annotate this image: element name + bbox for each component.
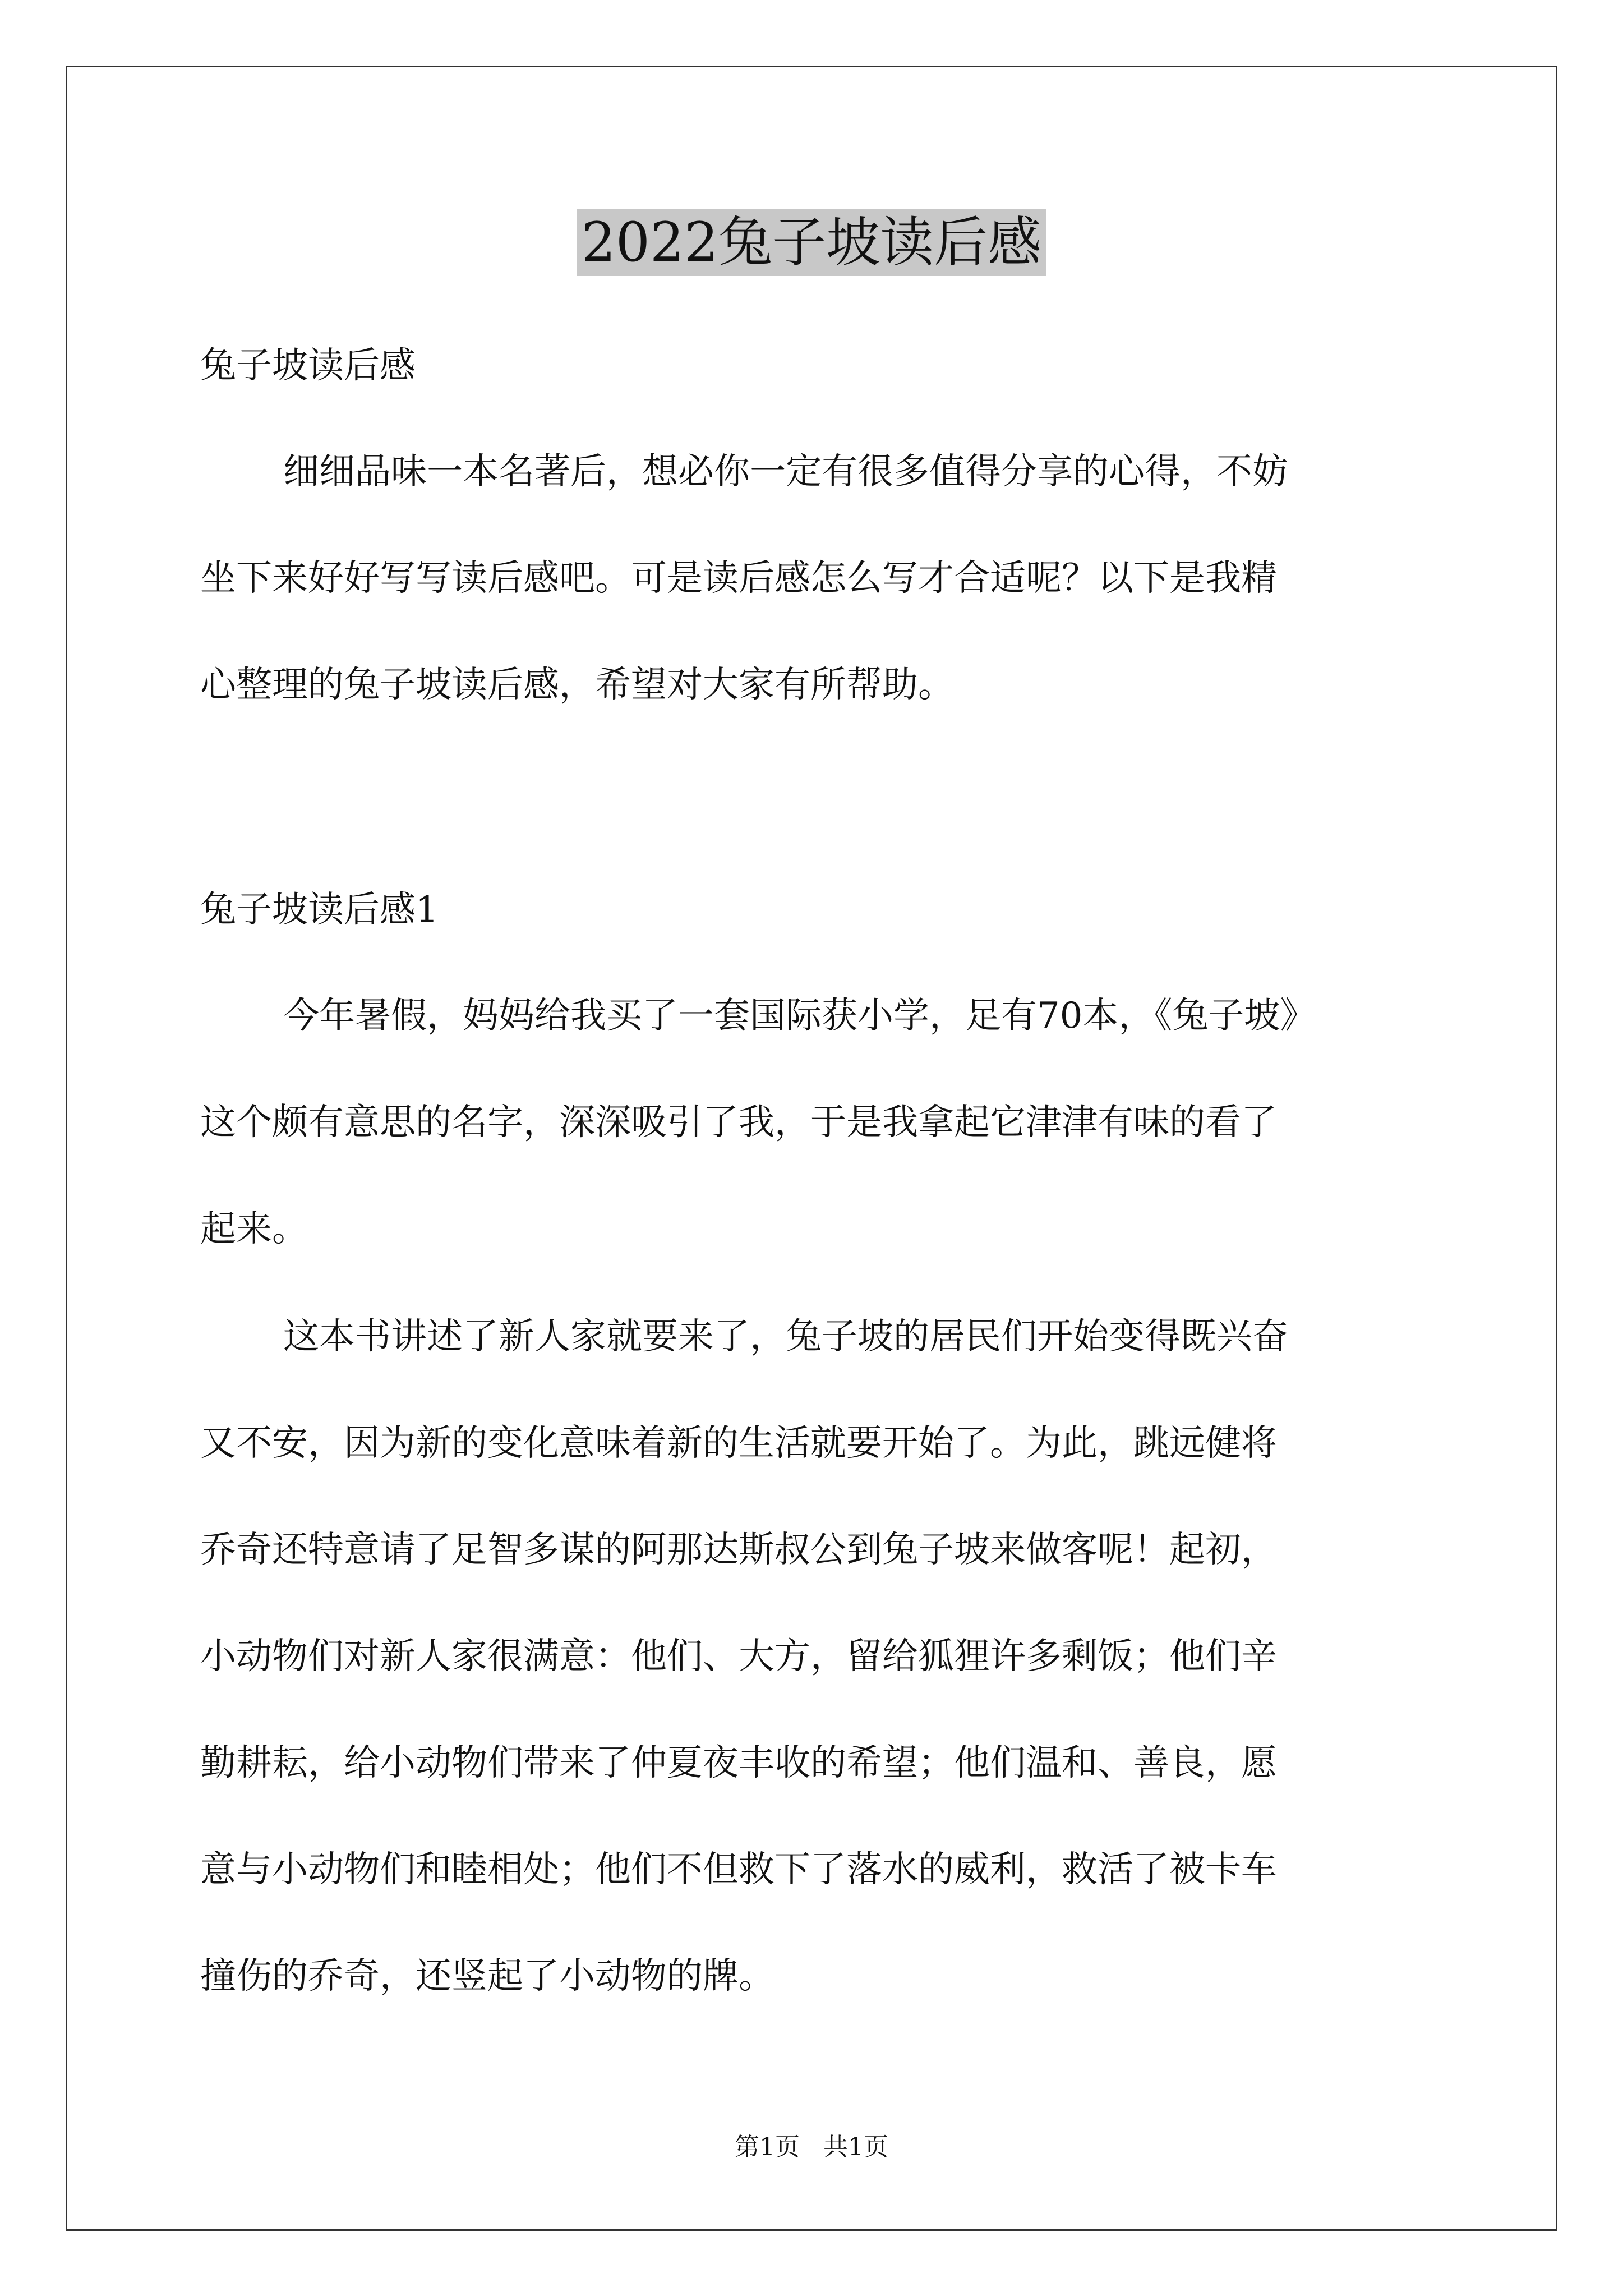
page-footer: 第1页 共1页 [735,2133,888,2161]
body-line: 起来。 [200,1208,308,1250]
body-paragraph-2 [200,1283,1456,2030]
body-line: 小动物们对新人家很满意：他们、大方，留给狐狸许多剩饭；他们辛 [200,1636,1277,1677]
body-paragraph-1 [200,963,1456,1282]
body-line: 这个颇有意思的名字，深深吸引了我，于是我拿起它津津有味的看了 [200,1102,1277,1143]
subtitle-block [200,343,1456,388]
title-container [0,209,1623,276]
body-line: 勤耕耘，给小动物们带来了仲夏夜丰收的希望；他们温和、善良，愿 [200,1742,1277,1784]
intro-line: 心整理的兔子坡读后感，希望对大家有所帮助。 [200,664,954,706]
body-line: 这本书讲述了新人家就要来了，兔子坡的居民们开始变得既兴奋 [283,1316,1288,1358]
document-subtitle: 兔子坡读后感 [200,345,416,386]
section-heading-block [200,887,1456,932]
body-line: 撞伤的乔奇，还竖起了小动物的牌。 [200,1955,774,1997]
body-line: 今年暑假，妈妈给我买了一套国际获小学，足有70本，《兔子坡》 [283,995,1316,1037]
document-title: 2022兔子坡读后感 [577,209,1046,276]
body-line: 乔奇还特意请了足智多谋的阿那达斯叔公到兔子坡来做客呢！起初， [200,1529,1277,1571]
section-heading: 兔子坡读后感1 [200,889,439,931]
intro-line: 坐下来好好写写读后感吧。可是读后感怎么写才合适呢？以下是我精 [200,558,1277,599]
body-line: 又不安，因为新的变化意味着新的生活就要开始了。为此，跳远健将 [200,1423,1277,1464]
intro-line: 细细品味一本名著后，想必你一定有很多值得分享的心得，不妨 [283,451,1288,493]
intro-paragraph [200,418,1456,738]
body-line: 意与小动物们和睦相处；他们不但救下了落水的威利，救活了被卡车 [200,1849,1277,1890]
